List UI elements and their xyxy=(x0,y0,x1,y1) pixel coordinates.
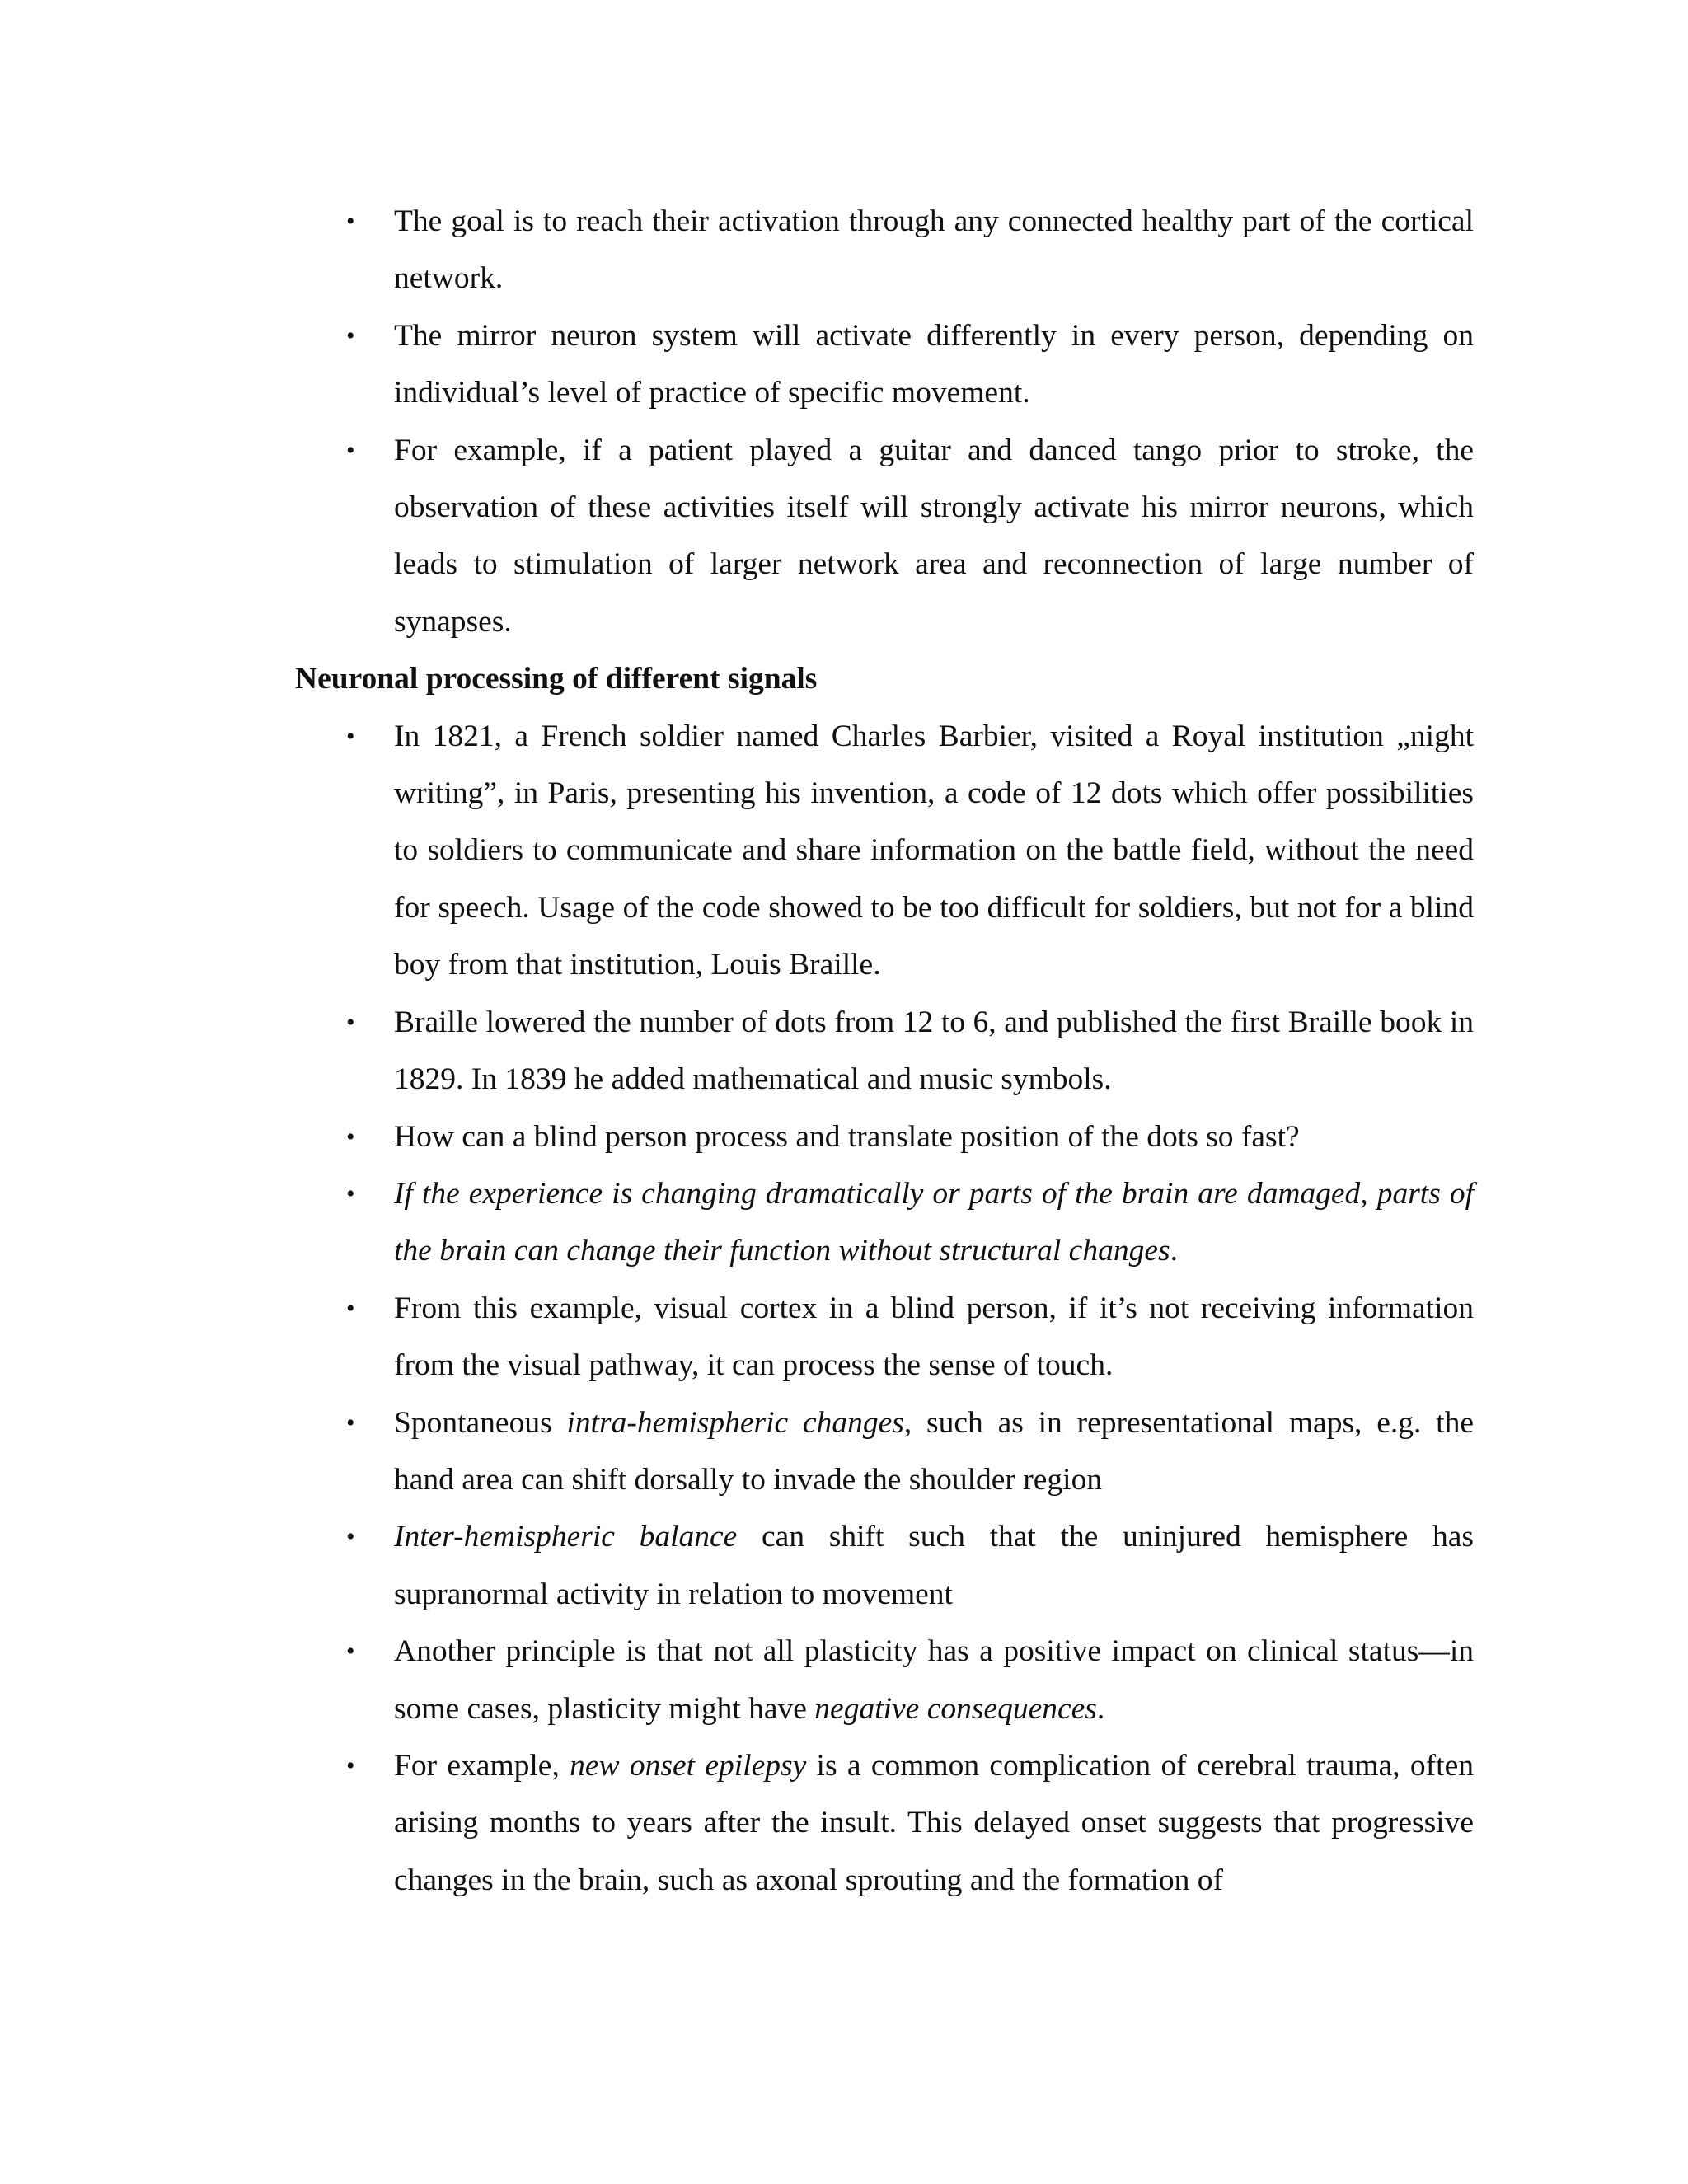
bullet-list-intro xyxy=(295,193,1474,650)
list-item-text: The mirror neuron system will activate differently in every person, depending on individual’s level of practice of specific movement. xyxy=(394,318,1474,410)
list-item-text: Braille lowered the number of dots from 12 to 6, and published the first Braille book in 1829. In 1839 he added mathematical and music symbols. xyxy=(394,1005,1474,1097)
bullet-icon: • xyxy=(346,722,355,750)
list-item xyxy=(295,708,1474,994)
italic-text: intra-hemispheric changes xyxy=(566,1405,904,1440)
list-item xyxy=(295,1280,1474,1394)
italic-text: If the experience is changing dramatically or parts of the brain are damaged, parts of the brain can change their function without structural changes xyxy=(394,1176,1474,1268)
list-item-text: For example, if a patient played a guitar and danced tango prior to stroke, the observation of these activities itself will strongly activate his mirror neurons, which leads to stimulation of larger network area and reconnection of large number of synapses. xyxy=(394,433,1474,639)
list-item xyxy=(295,1623,1474,1737)
list-item xyxy=(295,193,1474,307)
bullet-icon: • xyxy=(346,1408,355,1436)
italic-text: new onset epilepsy xyxy=(570,1748,807,1783)
bullet-icon: • xyxy=(346,1294,355,1322)
list-item xyxy=(295,1165,1474,1280)
list-item-text-tail: , such as in representational maps, e.g. the hand area can shift dorsally to invade the shoulder region xyxy=(394,1405,1474,1497)
list-item-text-head: For example, xyxy=(394,1748,570,1783)
bullet-icon: • xyxy=(346,1523,355,1551)
bullet-icon: • xyxy=(346,1122,355,1151)
list-item xyxy=(295,307,1474,422)
bullet-icon: • xyxy=(346,1179,355,1207)
list-item xyxy=(295,1108,1474,1165)
list-item xyxy=(295,994,1474,1108)
list-item-text: How can a blind person process and translate position of the dots so fast? xyxy=(394,1119,1300,1154)
list-item xyxy=(295,1508,1474,1623)
bullet-icon: • xyxy=(346,1008,355,1036)
list-item-text-tail: is a common complication of cerebral trauma, often arising months to years after the insult. This delayed onset suggests that progressive changes in the brain, such as axonal sprouting and the formation of xyxy=(394,1748,1474,1897)
bullet-icon: • xyxy=(346,1638,355,1666)
page-content xyxy=(295,193,1474,1909)
list-item xyxy=(295,1394,1474,1509)
bullet-icon: • xyxy=(346,436,355,464)
list-item-text-tail: . xyxy=(1096,1691,1105,1726)
list-item-text: In 1821, a French soldier named Charles Barbier, visited a Royal institution „night writing”, in Paris, presenting his invention, a code of 12 dots which offer possibilities to soldiers to communicate and share information on the battle field, without the need for speech. Usage of the code showed to be too difficult for soldiers, but not for a blind boy from that institution, Louis Braille. xyxy=(394,719,1474,982)
list-item-text-head: Another principle is that not all plasticity has a positive impact on clinical status—in some cases, plasticity might have xyxy=(394,1634,1474,1726)
list-item-text: From this example, visual cortex in a blind person, if it’s not receiving information from the visual pathway, it can process the sense of touch. xyxy=(394,1291,1474,1383)
list-item-text: The goal is to reach their activation through any connected healthy part of the cortical network. xyxy=(394,204,1474,296)
list-item xyxy=(295,1737,1474,1909)
bullet-list-signals xyxy=(295,708,1474,1910)
italic-text: negative consequences xyxy=(814,1691,1097,1726)
list-item-text-tail: . xyxy=(1170,1234,1178,1268)
bullet-icon: • xyxy=(346,321,355,349)
bullet-icon: • xyxy=(346,1751,355,1779)
italic-text: Inter-hemispheric balance xyxy=(394,1520,738,1554)
section-heading: Neuronal processing of different signals xyxy=(295,662,818,696)
list-item xyxy=(295,422,1474,651)
list-item-text-tail: can shift such that the uninjured hemisphere has supranormal activity in relation to movement xyxy=(394,1520,1474,1611)
bullet-icon: • xyxy=(346,208,355,235)
list-item-text-head: Spontaneous xyxy=(394,1405,567,1440)
